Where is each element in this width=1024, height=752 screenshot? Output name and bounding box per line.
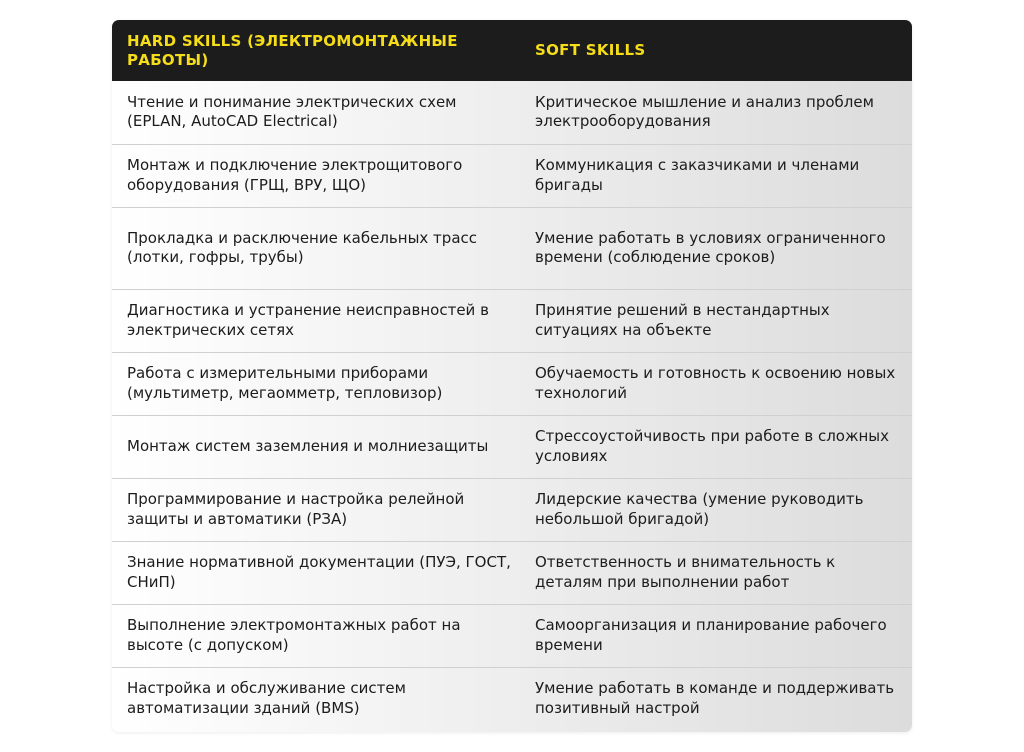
soft-skill-cell: Умение работать в условиях ограниченного времени (соблюдение сроков): [520, 207, 912, 289]
soft-skill-cell: Стрессоустойчивость при работе в сложных условиях: [520, 415, 912, 478]
skills-table: [112, 20, 912, 730]
soft-skill-cell: Самоорганизация и планирование рабочего времени: [520, 604, 912, 667]
hard-skill-cell: Монтаж и подключение электрощитового оборудования (ГРЩ, ВРУ, ЩО): [112, 144, 520, 207]
table-header-row: [112, 20, 912, 81]
hard-skill-cell: Работа с измерительными приборами (мультиметр, мегаомметр, тепловизор): [112, 352, 520, 415]
header-hard-skills: HARD SKILLS (ЭЛЕКТРОМОНТАЖНЫЕ РАБОТЫ): [127, 31, 458, 69]
soft-skill-cell: Ответственность и внимательность к деталям при выполнении работ: [520, 541, 912, 604]
skills-table-card: [112, 20, 912, 732]
hard-skill-cell: Выполнение электромонтажных работ на высоте (с допуском): [112, 604, 520, 667]
table-row: [112, 144, 912, 207]
soft-skill-cell: Принятие решений в нестандартных ситуациях на объекте: [520, 289, 912, 352]
soft-skill-cell: Критическое мышление и анализ проблем электрооборудования: [535, 92, 874, 131]
table-row: [112, 541, 912, 604]
soft-skill-cell: Умение работать в команде и поддерживать позитивный настрой: [520, 667, 912, 730]
soft-skill-cell: Коммуникация с заказчиками и членами бригады: [520, 144, 912, 207]
table-row: [112, 667, 912, 730]
table-row: [112, 604, 912, 667]
hard-skill-cell: Прокладка и расключение кабельных трасс (лотки, гофры, трубы): [112, 207, 520, 289]
table-row: [112, 478, 912, 541]
hard-skill-cell: Чтение и понимание электрических схем (EPLAN, AutoCAD Electrical): [127, 92, 457, 131]
table-row: [112, 289, 912, 352]
hard-skill-cell: Диагностика и устранение неисправностей в электрических сетях: [112, 289, 520, 352]
hard-skill-cell: Программирование и настройка релейной защиты и автоматики (РЗА): [112, 478, 520, 541]
soft-skill-cell: Лидерские качества (умение руководить небольшой бригадой): [520, 478, 912, 541]
hard-skill-cell: Монтаж систем заземления и молниезащиты: [112, 415, 520, 478]
table-row: [112, 81, 912, 144]
hard-skill-cell: Знание нормативной документации (ПУЭ, ГОСТ, СНиП): [112, 541, 520, 604]
hard-skill-cell: Настройка и обслуживание систем автоматизации зданий (BMS): [112, 667, 520, 730]
table-row: [112, 352, 912, 415]
header-soft-skills: SOFT SKILLS: [535, 41, 646, 59]
table-row: [112, 207, 912, 289]
soft-skill-cell: Обучаемость и готовность к освоению новых технологий: [520, 352, 912, 415]
table-row: [112, 415, 912, 478]
